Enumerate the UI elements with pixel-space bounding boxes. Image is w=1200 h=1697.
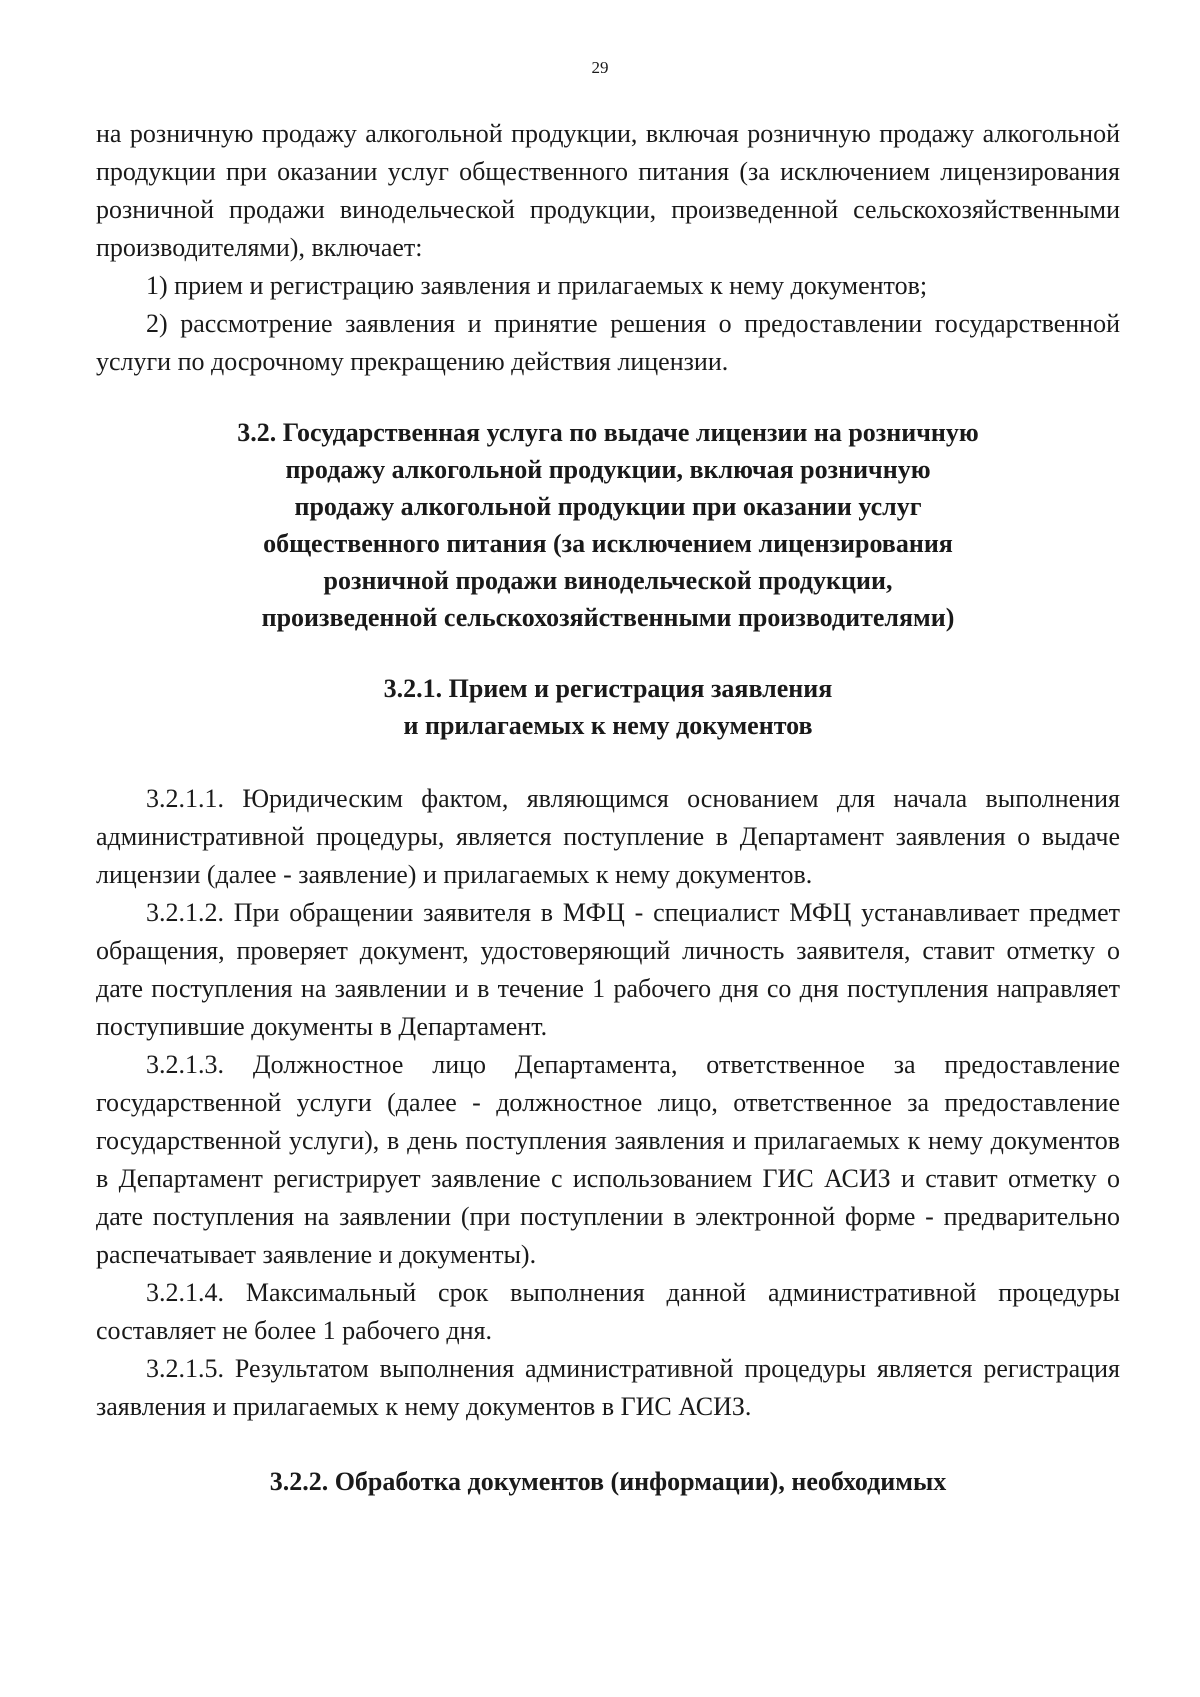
heading-line: 3.2.1. Прием и регистрация заявления [383, 674, 833, 703]
section-heading-3-2 [96, 414, 1120, 636]
document-body [96, 115, 1120, 1500]
list-item: 1) прием и регистрацию заявления и прилагаемых к нему документов; [146, 271, 928, 300]
heading-line: общественного питания (за исключением лицензирования [263, 529, 953, 558]
paragraph-3-2-1-3: 3.2.1.3. Должностное лицо Департамента, ответственное за предоставление государственной услуги (далее - должностное лицо, ответственное за предоставление государственной услуги), в день поступления заявления и прилагаемых к нему документов в Департамент регистрирует заявление с использованием ГИС АСИЗ и ставит отметку о дате поступления на заявлении (при поступлении в электронной форме - предварительно распечатывает заявление и документы). [96, 1050, 1120, 1269]
page-number: 29 [591, 58, 609, 77]
section-heading-3-2-2: 3.2.2. Обработка документов (информации), необходимых [269, 1467, 947, 1496]
section-heading-3-2-1 [96, 670, 1120, 744]
paragraph-3-2-1-1: 3.2.1.1. Юридическим фактом, являющимся основанием для начала выполнения административной процедуры, является поступление в Департамент заявления о выдаче лицензии (далее - заявление) и прилагаемых к нему документов. [96, 784, 1120, 889]
heading-line: продажу алкогольной продукции, включая розничную [285, 455, 931, 484]
intro-paragraph: на розничную продажу алкогольной продукции, включая розничную продажу алкогольной продукции при оказании услуг общественного питания (за исключением лицензирования розничной продажи винодельческой продукции, произведенной сельскохозяйственными производителями), включает: [96, 119, 1120, 262]
list-item: 2) рассмотрение заявления и принятие решения о предоставлении государственной услуги по досрочному прекращению действия лицензии. [96, 309, 1120, 376]
heading-line: и прилагаемых к нему документов [403, 711, 813, 740]
heading-line: произведенной сельскохозяйственными производителями) [261, 603, 955, 632]
heading-line: 3.2. Государственная услуга по выдаче лицензии на розничную [237, 418, 979, 447]
paragraph-3-2-1-4: 3.2.1.4. Максимальный срок выполнения данной административной процедуры составляет не более 1 рабочего дня. [96, 1278, 1120, 1345]
paragraph-3-2-1-5: 3.2.1.5. Результатом выполнения административной процедуры является регистрация заявления и прилагаемых к нему документов в ГИС АСИЗ. [96, 1354, 1120, 1421]
heading-line: продажу алкогольной продукции при оказании услуг [294, 492, 922, 521]
paragraph-3-2-1-2: 3.2.1.2. При обращении заявителя в МФЦ - специалист МФЦ устанавливает предмет обращения, проверяет документ, удостоверяющий личность заявителя, ставит отметку о дате поступления на заявлении и в течение 1 рабочего дня со дня поступления направляет поступившие документы в Департамент. [96, 898, 1120, 1041]
heading-line: розничной продажи винодельческой продукции, [323, 566, 893, 595]
